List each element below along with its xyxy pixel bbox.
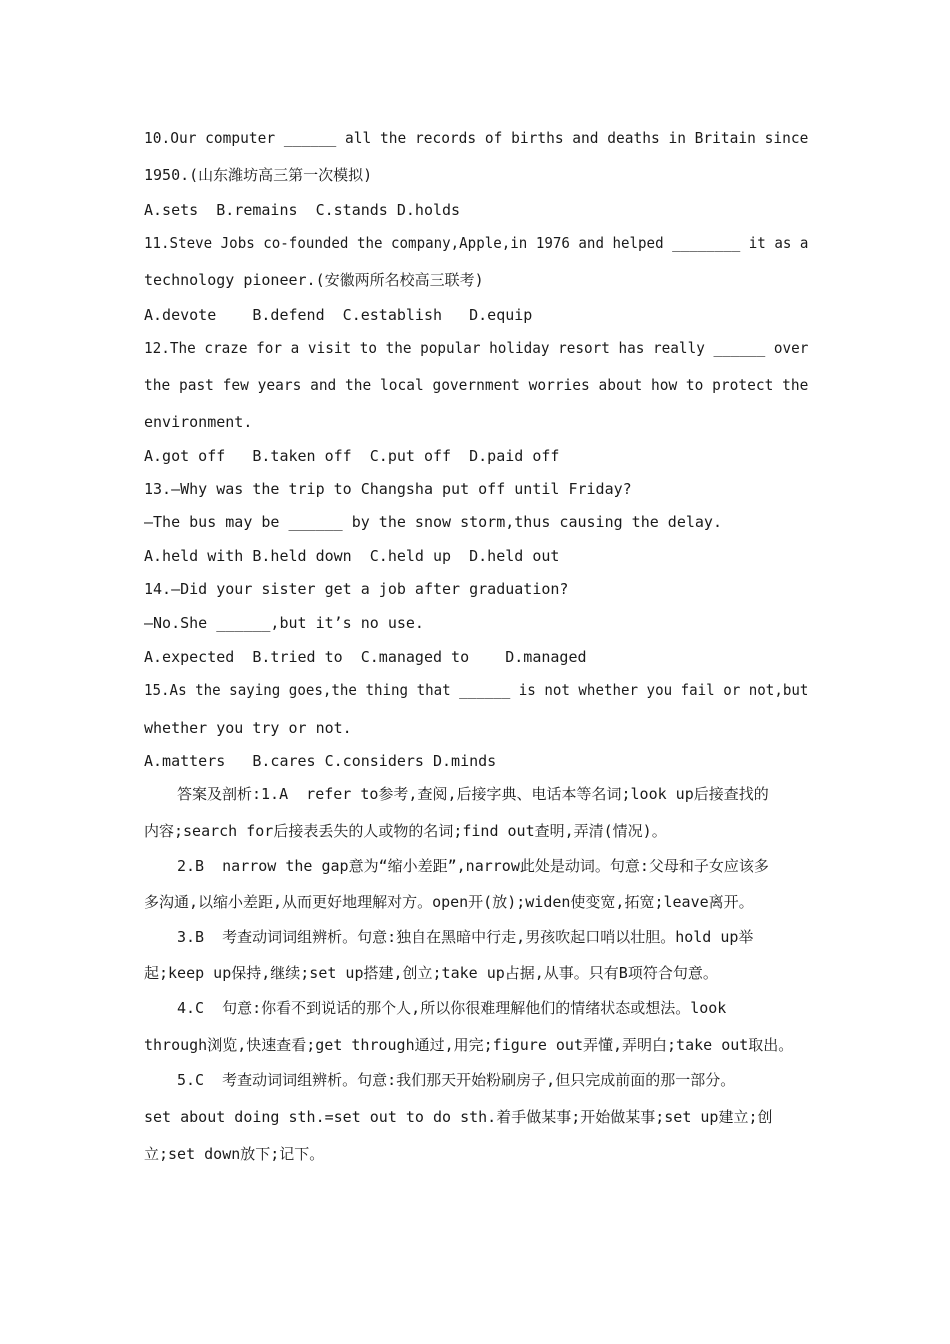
question-15-options: A.matters B.cares C.considers D.minds	[144, 752, 497, 770]
question-14-options: A.expected B.tried to C.managed to D.managed	[144, 648, 587, 666]
question-12-line-3: environment.	[144, 413, 253, 431]
question-13-line-1: 13.—Why was the trip to Changsha put off until Friday?	[144, 480, 632, 498]
answer-2-line-1: 2.B narrow the gap意为“缩小差距”,narrow此处是动词。句意:父母和子女应该多	[177, 857, 769, 875]
question-13-options: A.held with B.held down C.held up D.held out	[144, 547, 560, 565]
question-14-line-1: 14.—Did your sister get a job after graduation?	[144, 580, 569, 598]
question-11-options: A.devote B.defend C.establish D.equip	[144, 306, 533, 324]
answer-4-line-2: through浏览,快速查看;get through通过,用完;figure out弄懂,弄明白;take out取出。	[144, 1036, 794, 1054]
question-10-line-1: 10.Our computer ______ all the records of births and deaths in Britain since	[144, 129, 809, 147]
answer-5-line-1: 5.C 考查动词词组辨析。句意:我们那天开始粉刷房子,但只完成前面的那一部分。	[177, 1071, 736, 1089]
question-12-line-2: the past few years and the local government worries about how to protect the	[144, 376, 809, 394]
answer-2-line-2: 多沟通,以缩小差距,从而更好地理解对方。open开(放);widen使变宽,拓宽;leave离开。	[144, 893, 754, 911]
answer-3-line-2: 起;keep up保持,继续;set up搭建,创立;take up占据,从事。只有B项符合句意。	[144, 964, 718, 982]
question-12-options: A.got off B.taken off C.put off D.paid off	[144, 447, 560, 465]
answer-1-line-1: 答案及剖析:1.A refer to参考,查阅,后接字典、电话本等名词;look up后接查找的	[177, 785, 769, 803]
question-11-line-2: technology pioneer.(安徽两所名校高三联考)	[144, 271, 484, 289]
question-13-line-2: —The bus may be ______ by the snow storm,thus causing the delay.	[144, 513, 722, 531]
answer-5-line-3: 立;set down放下;记下。	[144, 1145, 325, 1163]
question-14-line-2: —No.She ______,but it’s no use.	[144, 614, 424, 632]
question-10-options: A.sets B.remains C.stands D.holds	[144, 201, 461, 219]
answer-4-line-1: 4.C 句意:你看不到说话的那个人,所以你很难理解他们的情绪状态或想法。look	[177, 999, 727, 1017]
answer-5-line-2: set about doing sth.=set out to do sth.着手做某事;开始做某事;set up建立;创	[144, 1108, 773, 1126]
question-10-line-2: 1950.(山东潍坊高三第一次模拟)	[144, 166, 373, 184]
question-15-line-1: 15.As the saying goes,the thing that ______ is not whether you fail or not,but	[144, 681, 809, 699]
question-12-line-1: 12.The craze for a visit to the popular holiday resort has really ______ over	[144, 339, 809, 357]
answer-1-line-2: 内容;search for后接表丢失的人或物的名词;find out查明,弄清(情况)。	[144, 822, 667, 840]
question-11-line-1: 11.Steve Jobs co-founded the company,Apple,in 1976 and helped ________ it as a	[144, 234, 809, 252]
answer-3-line-1: 3.B 考查动词词组辨析。句意:独自在黑暗中行走,男孩吹起口哨以壮胆。hold up举	[177, 928, 754, 946]
question-15-line-2: whether you try or not.	[144, 719, 352, 737]
